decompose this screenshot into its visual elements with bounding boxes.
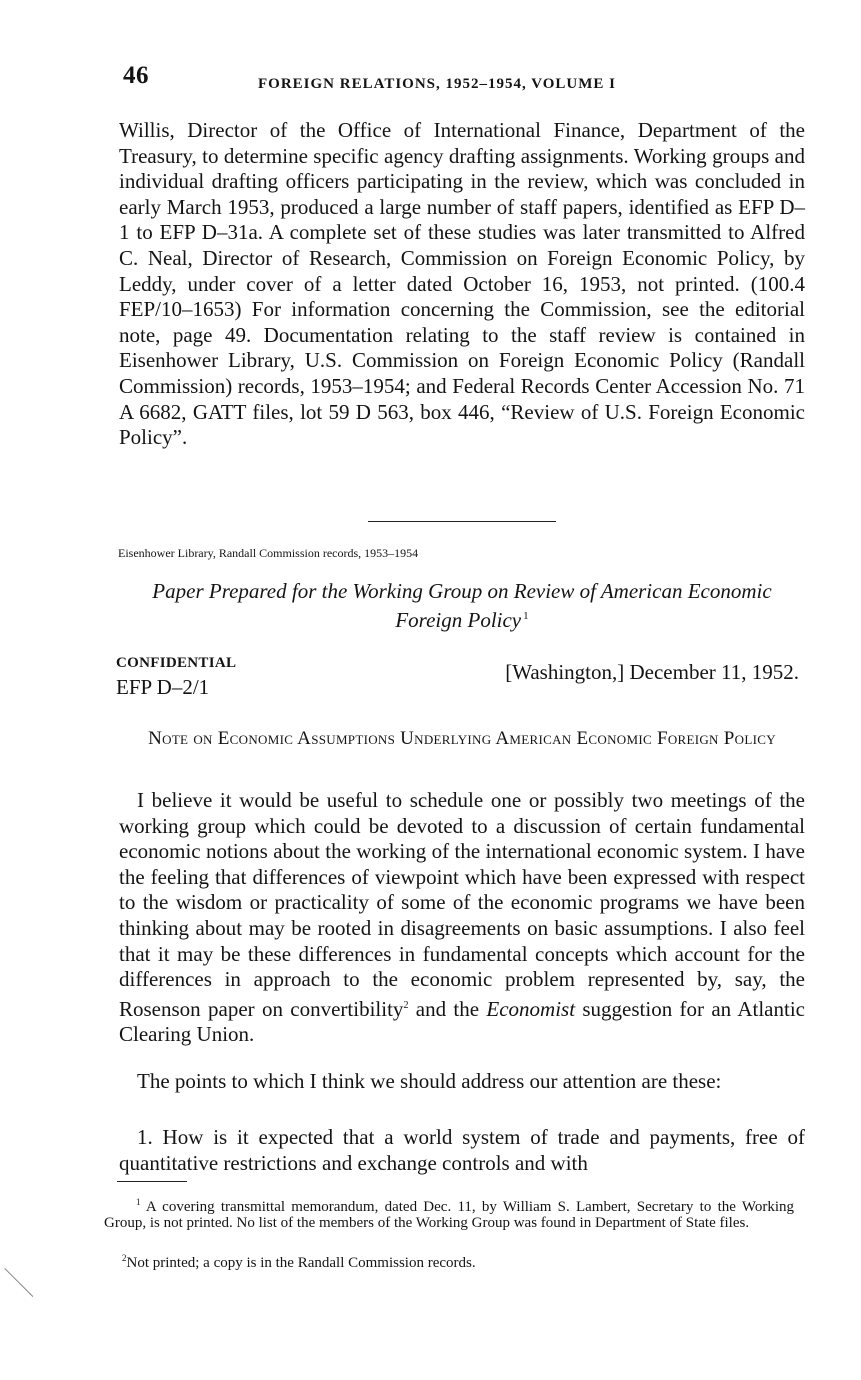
document-subject: Note on Economic Assumptions Underlying American Economic Foreign Policy bbox=[148, 728, 776, 749]
footnote-2 bbox=[104, 1250, 794, 1271]
intro-paragraph: Willis, Director of the Office of International Finance, Department of the Treasury, to determine specific agency drafting assignments. Working groups and individual drafting officers participating in the review, which was concluded in early March 1953, produced a large number of staff papers, identified as EFP D–1 to EFP D–31a. A complete set of these studies was later transmitted to Alfred C. Neal, Director of Research, Commission on Foreign Economic Policy, by Leddy, under cover of a letter dated October 16, 1953, not printed. (100.4 FEP/10–1653) For information concerning the Commission, see the editorial note, page 49. Documentation relating to the staff review is contained in Eisenhower Library, U.S. Commission on Foreign Economic Policy (Randall Commission) records, 1953–1954; and Federal Records Center Accession No. 71 A 6682, GATT files, lot 59 D 563, box 446, “Review of U.S. Foreign Economic Policy”. bbox=[119, 118, 805, 450]
points-paragraph: The points to which I think we should address our attention are these: bbox=[137, 1069, 722, 1093]
document-id: EFP D–2/1 bbox=[116, 675, 210, 699]
footnote-1-marker: 1 bbox=[136, 1197, 141, 1207]
footnote-divider bbox=[117, 1181, 187, 1182]
footnote-1-text: A covering transmittal memorandum, dated Dec. 11, by William S. Lambert, Secretary to the Working Group, is not printed. No list of the members of the Working Group was found in Department of State files. bbox=[104, 1199, 794, 1231]
main-paragraph bbox=[119, 788, 805, 1048]
page-number: 46 bbox=[123, 62, 149, 89]
document-title bbox=[119, 579, 805, 633]
convertibility-footnote-ref: 2 bbox=[403, 999, 409, 1011]
footnote-1 bbox=[104, 1194, 794, 1231]
footnote-2-text: Not printed; a copy is in the Randall Commission records. bbox=[126, 1255, 476, 1271]
running-head: FOREIGN RELATIONS, 1952–1954, VOLUME I bbox=[258, 76, 617, 92]
question-1: 1. How is it expected that a world system of trade and payments, free of quantitative restrictions and exchange controls and with bbox=[119, 1125, 805, 1175]
section-divider bbox=[368, 521, 556, 522]
main-paragraph-text: I believe it would be useful to schedule one or possibly two meetings of the working group which could be devoted to a discussion of certain fundamental economic notions about the working of the international economic system. I have the feeling that differences of viewpoint which have been expressed with respect to the wisdom or practicality of some of the economic programs we have been thinking about may be rooted in disagreements on basic assumptions. I also feel that it may be these differences in fundamental concepts which account for the differences in approach to the economic problem represented by, say, the Rosenson paper on convertibility bbox=[119, 788, 805, 1021]
scan-artifact-line bbox=[4, 1268, 33, 1297]
dateline: [Washington,] December 11, 1952. bbox=[505, 660, 799, 684]
source-note: Eisenhower Library, Randall Commission records, 1953–1954 bbox=[118, 546, 419, 560]
classification-label: CONFIDENTIAL bbox=[116, 655, 237, 671]
main-paragraph-end: suggestion for an Atlantic Clearing Union. bbox=[119, 996, 805, 1047]
footnote-2-marker: 2 bbox=[122, 1253, 127, 1263]
main-paragraph-mid: and the bbox=[408, 996, 487, 1021]
page-header bbox=[120, 62, 810, 98]
title-footnote-ref: 1 bbox=[523, 610, 529, 622]
document-title-text: Paper Prepared for the Working Group on Review of American Economic Foreign Policy bbox=[152, 579, 772, 632]
economist-title: Economist bbox=[486, 996, 576, 1021]
